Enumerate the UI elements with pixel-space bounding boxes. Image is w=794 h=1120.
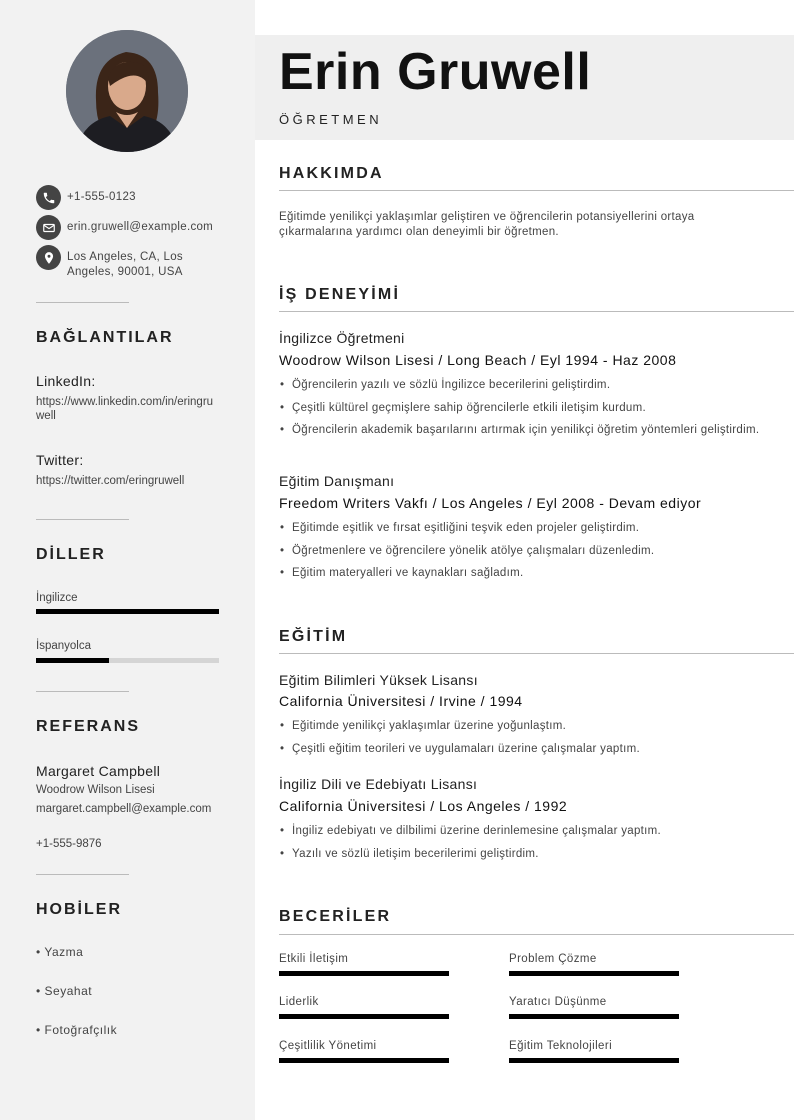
job-subtitle: Freedom Writers Vakfı / Los Angeles / Eyl 2008 - Devam ediyor <box>279 495 702 511</box>
skill-item: Eğitim Teknolojileri <box>509 1040 679 1063</box>
section-rule <box>279 653 794 654</box>
skill-bar <box>509 1014 679 1019</box>
envelope-icon <box>36 215 61 240</box>
education-title: EĞİTİM <box>279 628 348 645</box>
list-item: • İngiliz edebiyatı ve dilbilimi üzerine derinlemesine çalışmalar yaptım. <box>279 824 769 839</box>
divider <box>36 691 129 692</box>
list-item: • Eğitimde eşitlik ve fırsat eşitliğini teşvik eden projeler geliştirdim. <box>279 521 769 536</box>
email-text[interactable]: erin.gruwell@example.com <box>67 221 214 233</box>
links-title: BAĞLANTILAR <box>36 329 174 346</box>
phone-icon <box>36 185 61 210</box>
hobbies-title: HOBİLER <box>36 901 122 918</box>
degree-subtitle: California Üniversitesi / Los Angeles / 1992 <box>279 798 568 814</box>
reference-email[interactable]: margaret.campbell@example.com <box>36 803 212 815</box>
location-pin-icon <box>36 245 61 270</box>
job-bullets <box>279 521 769 589</box>
twitter-label: Twitter: <box>36 452 84 468</box>
list-item: • Eğitim materyalleri ve kaynakları sağladım. <box>279 566 769 581</box>
degree-bullets <box>279 719 769 764</box>
list-item: • Eğitimde yenilikçi yaklaşımlar üzerine yoğunlaştım. <box>279 719 769 734</box>
reference-phone: +1-555-9876 <box>36 838 102 850</box>
skill-bar <box>279 1058 449 1063</box>
section-rule <box>279 190 794 191</box>
divider <box>36 519 129 520</box>
list-item: • Öğretmenlere ve öğrencilere yönelik atölye çalışmaları düzenledim. <box>279 544 769 559</box>
language-level-fill <box>36 658 109 663</box>
contact-phone <box>36 185 217 210</box>
language-level-fill <box>36 609 219 614</box>
hobby-item: • Yazma <box>36 945 84 959</box>
job-bullets <box>279 378 769 446</box>
section-rule <box>279 311 794 312</box>
contact-address <box>36 245 197 280</box>
job-subtitle: Woodrow Wilson Lisesi / Long Beach / Eyl 1994 - Haz 2008 <box>279 352 677 368</box>
hobby-item: • Seyahat <box>36 984 93 998</box>
list-item: • Yazılı ve sözlü iletişim becerilerimi geliştirdim. <box>279 847 769 862</box>
address-text: Los Angeles, CA, Los Angeles, 90001, USA <box>67 251 183 278</box>
linkedin-label: LinkedIn: <box>36 373 96 389</box>
person-name: Erin Gruwell <box>279 43 592 101</box>
linkedin-url[interactable]: https://www.linkedin.com/in/eringruwell <box>36 396 214 422</box>
hobby-item: • Fotoğrafçılık <box>36 1023 118 1037</box>
reference-title: REFERANS <box>36 718 141 735</box>
skill-bar <box>509 1058 679 1063</box>
skill-bar <box>279 1014 449 1019</box>
divider <box>36 874 129 875</box>
job-title: Eğitim Danışmanı <box>279 473 395 489</box>
portrait-image <box>66 30 188 152</box>
skill-bar <box>279 971 449 976</box>
language-name: İngilizce <box>36 592 78 604</box>
divider <box>36 302 129 303</box>
skill-item: Liderlik <box>279 996 449 1019</box>
skill-item: Yaratıcı Düşünme <box>509 996 679 1019</box>
skills-title: BECERİLER <box>279 908 392 925</box>
experience-title: İŞ DENEYİMİ <box>279 286 401 303</box>
reference-name: Margaret Campbell <box>36 763 161 779</box>
degree-title: Eğitim Bilimleri Yüksek Lisansı <box>279 672 478 688</box>
skill-item: Etkili İletişim <box>279 953 449 976</box>
list-item: • Öğrencilerin akademik başarılarını artırmak için yenilikçi öğretim yöntemleri geliştirdim. <box>279 423 769 438</box>
profile-photo <box>66 30 188 152</box>
degree-title: İngiliz Dili ve Edebiyatı Lisansı <box>279 776 478 792</box>
list-item: • Çeşitli eğitim teorileri ve uygulamaları üzerine çalışmalar yaptım. <box>279 742 769 757</box>
reference-org: Woodrow Wilson Lisesi <box>36 784 155 796</box>
list-item: • Öğrencilerin yazılı ve sözlü İngilizce becerilerini geliştirdim. <box>279 378 769 393</box>
contact-email <box>36 215 217 240</box>
twitter-url[interactable]: https://twitter.com/eringruwell <box>36 475 185 487</box>
language-level-bar <box>36 609 219 614</box>
phone-text: +1-555-0123 <box>67 191 136 203</box>
language-name: İspanyolca <box>36 640 91 652</box>
about-title: HAKKIMDA <box>279 165 384 182</box>
section-rule <box>279 934 794 935</box>
degree-subtitle: California Üniversitesi / Irvine / 1994 <box>279 693 523 709</box>
languages-title: DİLLER <box>36 546 106 563</box>
language-level-bar <box>36 658 219 663</box>
job-title: İngilizce Öğretmeni <box>279 330 405 346</box>
degree-bullets <box>279 824 769 869</box>
list-item: • Çeşitli kültürel geçmişlere sahip öğrencilerle etkili iletişim kurdum. <box>279 401 769 416</box>
skill-item: Problem Çözme <box>509 953 679 976</box>
person-role: ÖĞRETMEN <box>279 112 383 127</box>
skill-item: Çeşitlilik Yönetimi <box>279 1040 449 1063</box>
about-text: Eğitimde yenilikçi yaklaşımlar geliştiren ve öğrencilerin potansiyellerini ortaya çıkarmalarına yardımcı olan deneyimli bir öğretmen. <box>279 211 695 238</box>
skill-bar <box>509 971 679 976</box>
